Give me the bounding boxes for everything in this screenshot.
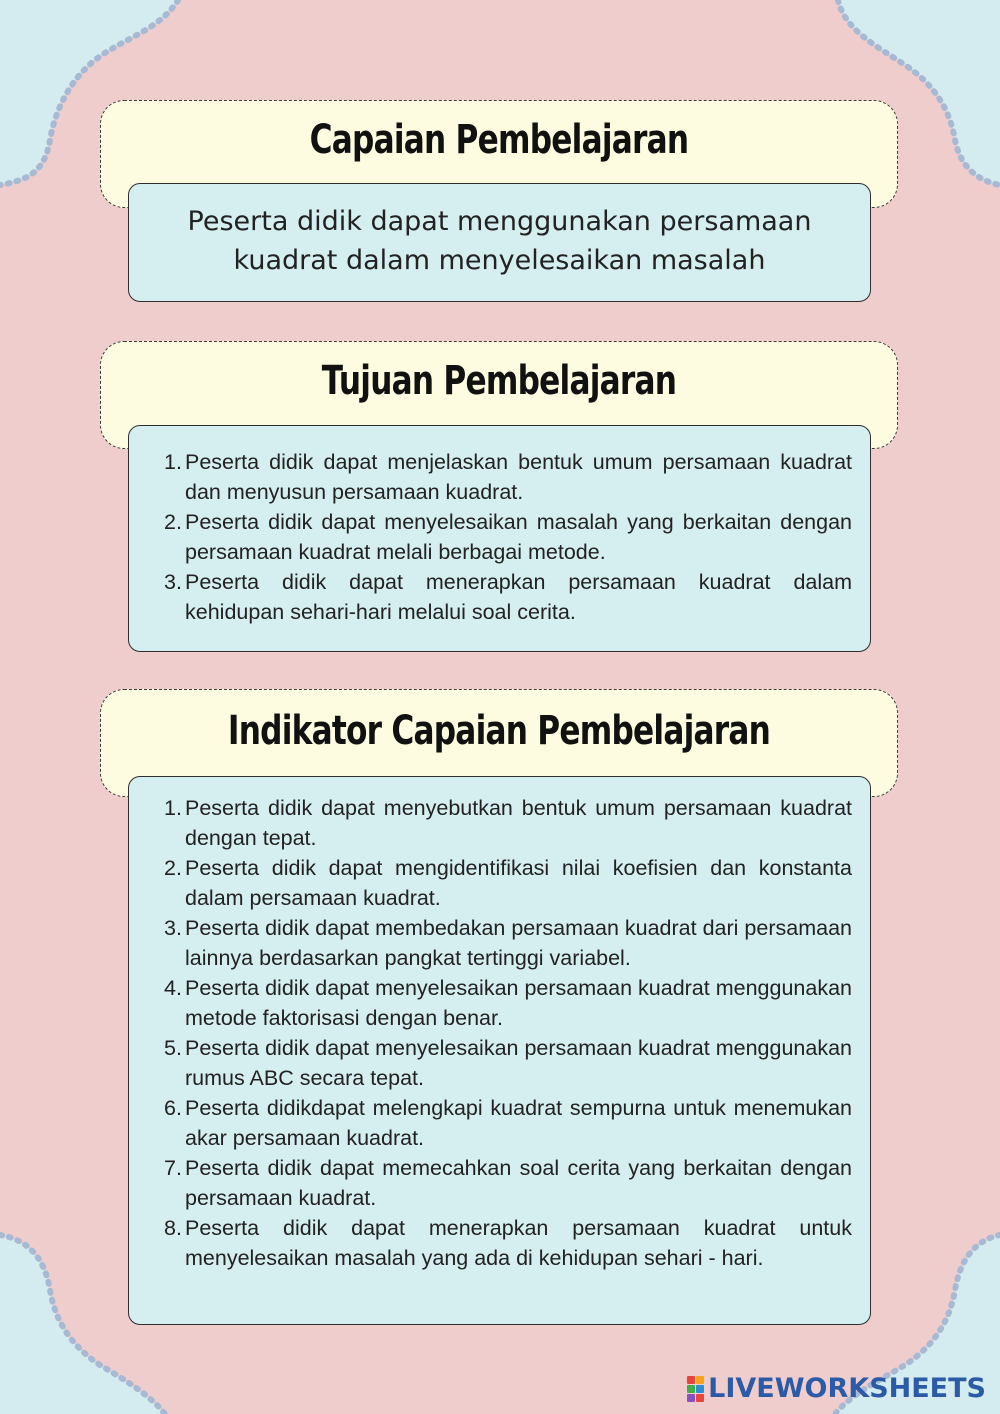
list-item-number: 3. [164,570,182,594]
list-item-number: 8. [164,1216,182,1240]
list-item [164,507,852,567]
list-item [164,1093,852,1153]
liveworksheets-logo-text: LIVEWORKSHEETS [708,1373,986,1404]
list-item-text: Peserta didik dapat memecahkan soal cerita yang berkaitan dengan persamaan kuadrat. [185,1156,852,1210]
capaian-title: Capaian Pembelajaran [309,117,689,163]
list-item-number: 1. [164,796,182,820]
list-item-text: Peserta didik dapat mengidentifikasi nilai koefisien dan konstanta dalam persamaan kuadrat. [185,856,852,910]
list-item [164,913,852,973]
list-item [164,793,852,853]
list-item-text: Peserta didik dapat membedakan persamaan kuadrat dari persamaan lainnya berdasarkan pangkat tertinggi variabel. [185,916,852,970]
list-item [164,447,852,507]
list-item-number: 6. [164,1096,182,1120]
list-item-text: Peserta didik dapat menjelaskan bentuk umum persamaan kuadrat dan menyusun persamaan kuadrat. [185,450,852,504]
list-item-text: Peserta didik dapat menerapkan persamaan kuadrat dalam kehidupan sehari-hari melalui soal cerita. [185,570,852,624]
liveworksheets-logo-icon [687,1376,704,1402]
indikator-list [164,793,852,1273]
list-item-text: Peserta didik dapat menyelesaikan masalah yang berkaitan dengan persamaan kuadrat melali berbagai metode. [185,510,852,564]
list-item-number: 4. [164,976,182,1000]
list-item-number: 2. [164,856,182,880]
indikator-title: Indikator Capaian Pembelajaran [227,708,771,754]
tujuan-list [164,447,852,627]
capaian-text [129,202,870,280]
capaian-text-line1: Peserta didik dapat menggunakan persamaan [187,206,812,237]
list-item-text: Peserta didik dapat menyebutkan bentuk umum persamaan kuadrat dengan tepat. [185,796,852,850]
list-item-number: 3. [164,916,182,940]
indikator-content-box [128,776,871,1325]
list-item-text: Peserta didik dapat menyelesaikan persamaan kuadrat menggunakan rumus ABC secara tepat. [185,1036,852,1090]
list-item [164,1153,852,1213]
tujuan-title: Tujuan Pembelajaran [321,358,677,404]
capaian-content-box [128,183,871,302]
list-item [164,973,852,1033]
capaian-text-line2: kuadrat dalam menyelesaikan masalah [233,245,766,276]
list-item-text: Peserta didikdapat melengkapi kuadrat sempurna untuk menemukan akar persamaan kuadrat. [185,1096,852,1150]
list-item-text: Peserta didik dapat menyelesaikan persamaan kuadrat menggunakan metode faktorisasi dengan benar. [185,976,852,1030]
list-item-number: 1. [164,450,182,474]
list-item-number: 7. [164,1156,182,1180]
list-item [164,1213,852,1273]
list-item [164,853,852,913]
tujuan-content-box [128,425,871,652]
list-item-number: 2. [164,510,182,534]
list-item-text: Peserta didik dapat menerapkan persamaan kuadrat untuk menyelesaikan masalah yang ada di kehidupan sehari - hari. [185,1216,852,1270]
list-item [164,1033,852,1093]
list-item-number: 5. [164,1036,182,1060]
list-item [164,567,852,627]
liveworksheets-logo[interactable] [687,1373,986,1404]
